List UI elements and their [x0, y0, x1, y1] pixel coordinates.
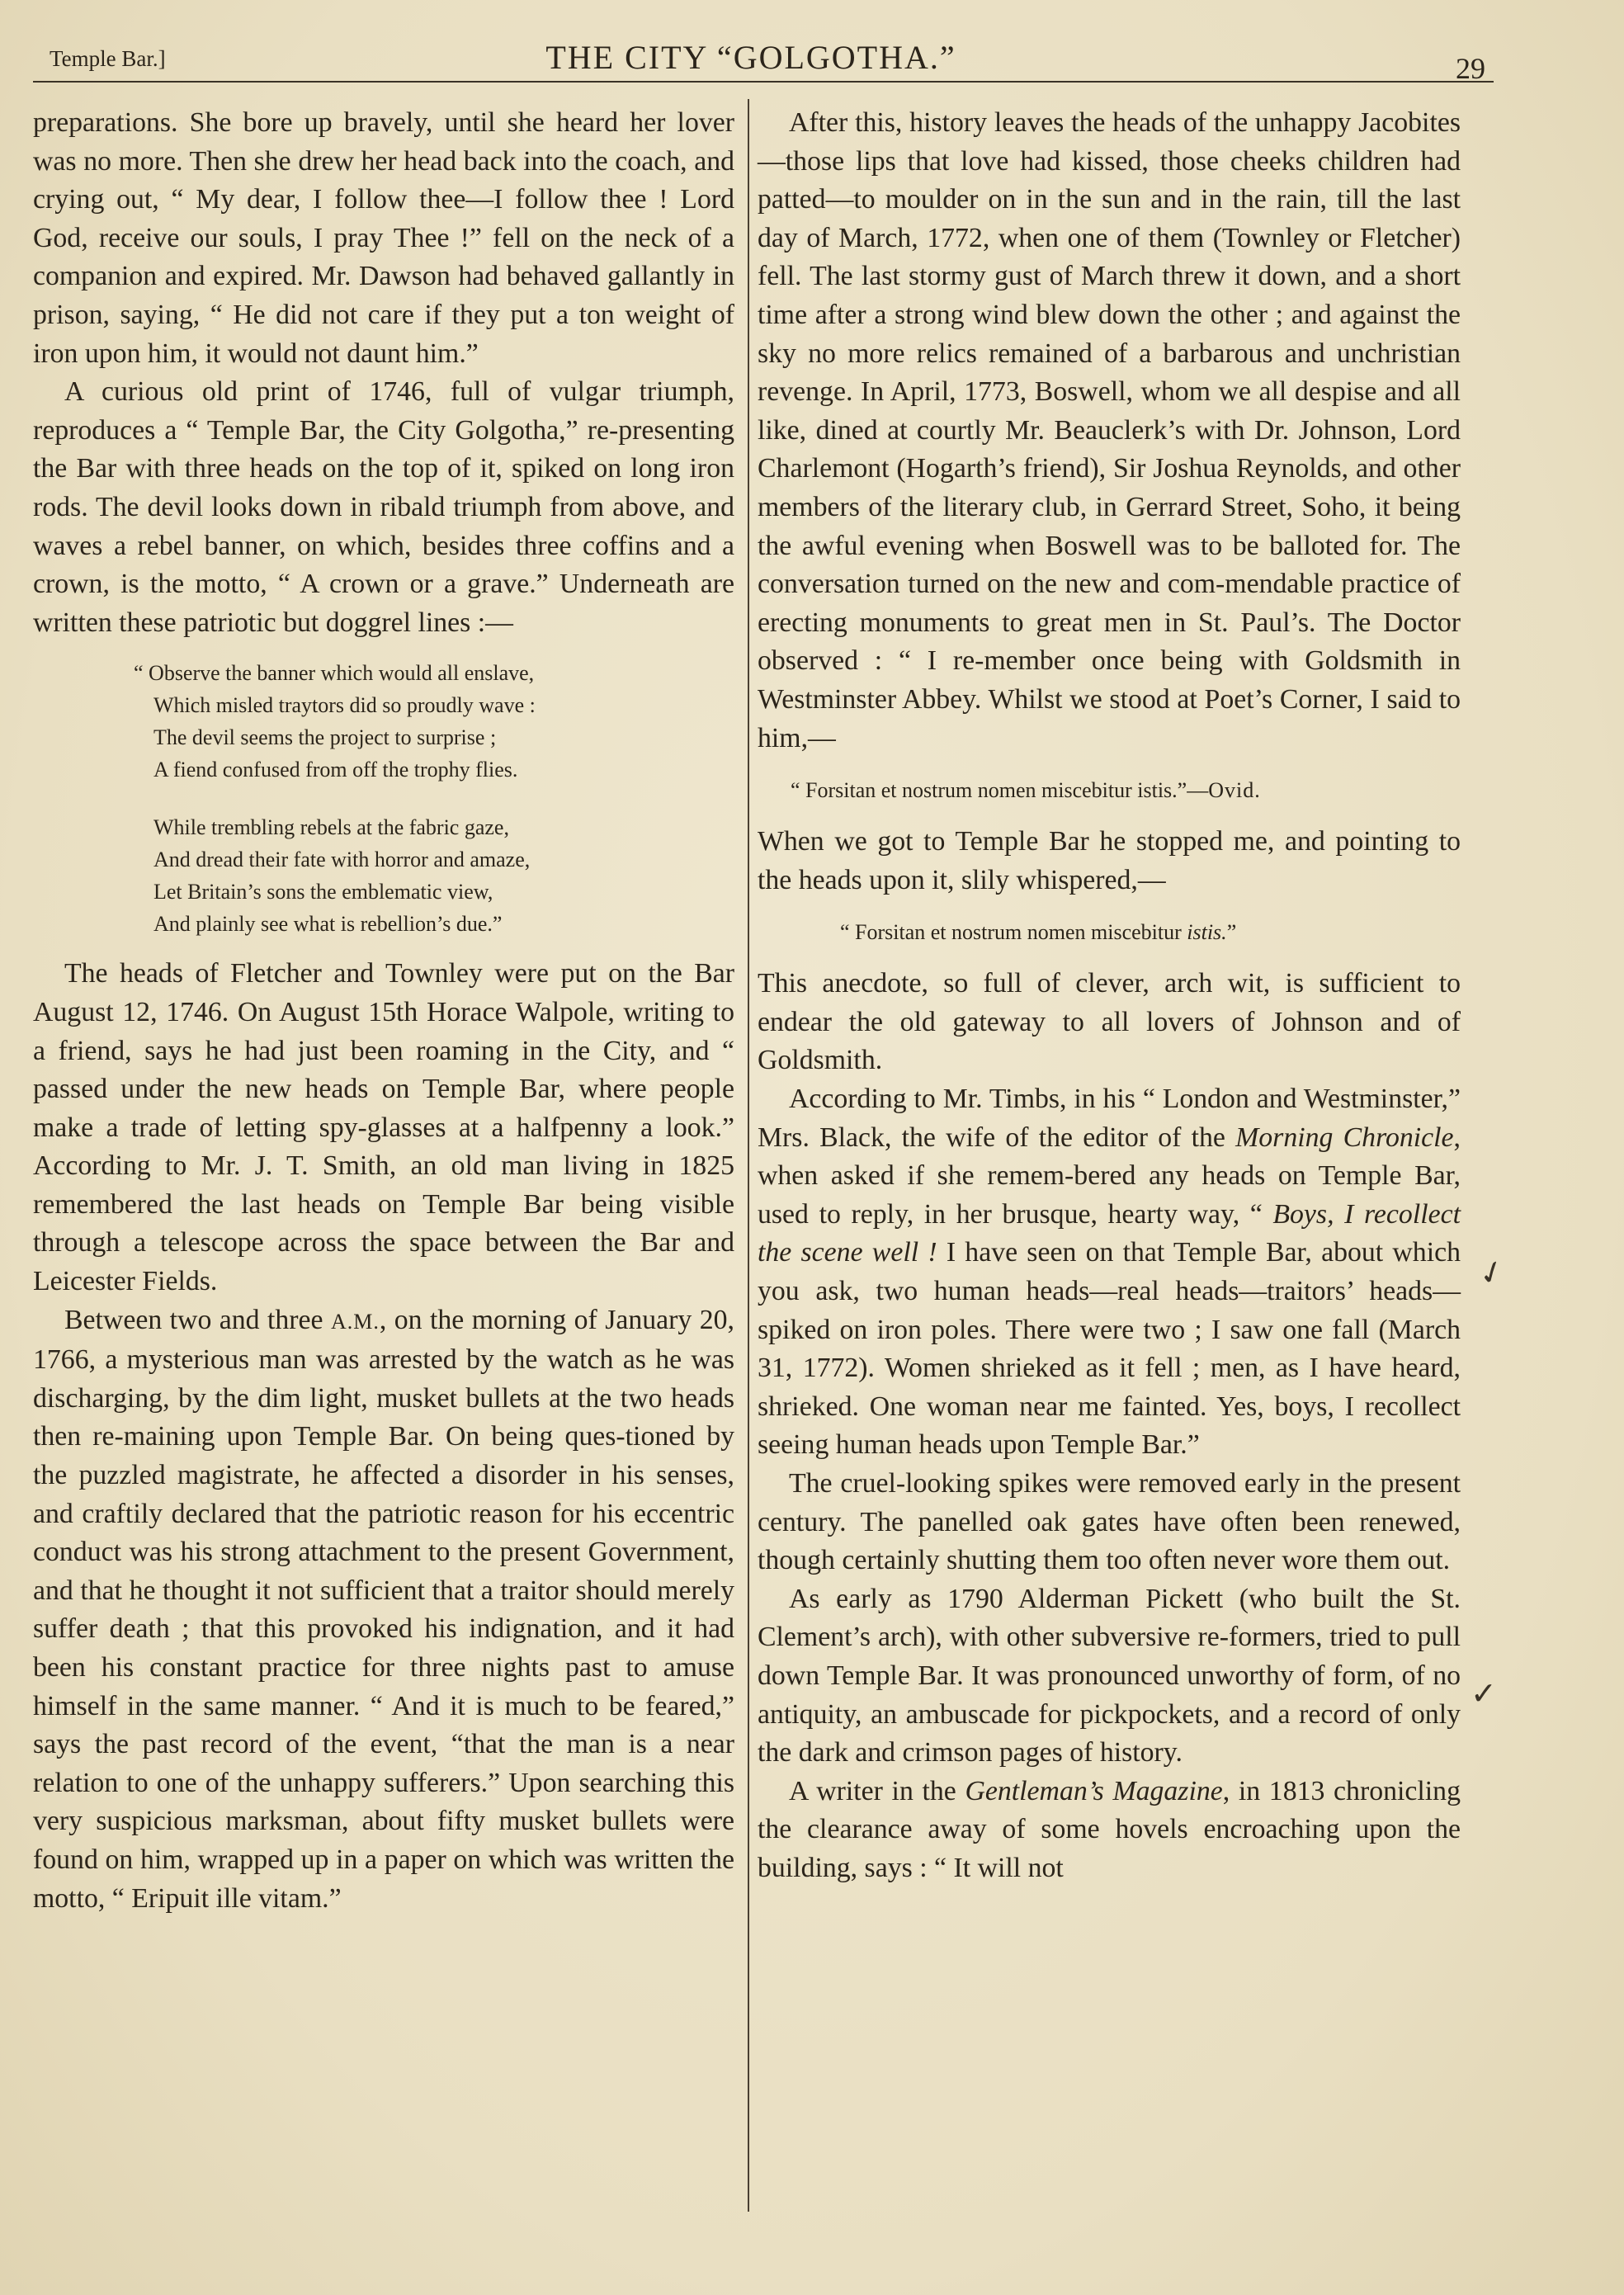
poem-line: The devil seems the project to surprise ;: [153, 725, 497, 750]
paragraph: [758, 1080, 1461, 1465]
small-caps-am: A.M.: [330, 1309, 380, 1334]
header-section: Temple Bar.]: [50, 46, 166, 71]
text-run: I have seen on that Temple Bar, about which you ask, two human heads—real heads—traitors’ heads—spiked on iron poles. There were two ; I saw one fall (March 31, 1772). Women shrieked as it fell ; men, as I have heard, shrieked. One woman near me fainted. Yes, boys, I recollect seeing human heads upon Temple Bar.”: [758, 1237, 1461, 1461]
paragraph: preparations. She bore up bravely, until she heard her lover was no more. Then she drew her head back into the coach, and crying out, “ My dear, I follow thee—I follow thee ! Lord God, receive our souls, I pray Thee !” fell on the neck of a companion and expired. Mr. Dawson had behaved gallantly in prison, saying, “ He did not care if they put a ton weight of iron upon him, it would not daunt him.”: [33, 107, 734, 369]
text-run: Between two and three: [64, 1304, 331, 1335]
quote-italic: istis.: [1187, 920, 1227, 945]
quote-attribution: Ovid.: [1208, 778, 1261, 803]
italic-title: Morning Chronicle: [1235, 1122, 1454, 1153]
left-column: [33, 104, 734, 1918]
paragraph: After this, history leaves the heads of the unhappy Jacobites—those lips that love had kissed, those cheeks children had patted—to moulder on in the sun and in the rain, till the last day of March, 1772, when one of them (Townley or Fletcher) fell. The last stormy gust of March threw it down, and a short time after a strong wind blew down the other ; and against the sky no more relics remained of a barbarous and unchristian revenge. In April, 1773, Boswell, whom we all despise and all like, dined at courtly Mr. Beauclerk’s with Dr. Johnson, Lord Charlemont (Hogarth’s friend), Sir Joshua Reynolds, and other members of the literary club, in Gerrard Street, Soho, it being the awful evening when Boswell was to be balloted for. The conversation turned on the new and com-mendable practice of erecting monuments to great men in St. Paul’s. The Doctor observed : “ I re-member once being with Goldsmith in Westminster Abbey. Whilst we stood at Poet’s Corner, I said to him,—: [758, 107, 1461, 753]
quote-text: “ Forsitan et nostrum nomen miscebitur istis.”—: [791, 778, 1209, 803]
margin-tick-mark: ✓: [1471, 1677, 1497, 1712]
right-column: [758, 104, 1461, 1888]
margin-tick-mark: ✓: [1473, 1252, 1511, 1295]
text-run: According to Mr. Timbs, in his “ London and Westminster,” Mrs. Black, the wife of the editor of the: [758, 1084, 1461, 1153]
page-number: 29: [1456, 52, 1485, 85]
latin-quote: [840, 916, 1461, 948]
poem-line: While trembling rebels at the fabric gaze,: [153, 815, 509, 840]
text-run: , when asked if she remem-bered any heads on Temple Bar, used to reply, in her brusque, hearty way, “: [758, 1122, 1461, 1230]
paragraph: As early as 1790 Alderman Pickett (who built the St. Clement’s arch), with other subversive re-formers, tried to pull down Temple Bar. It was pronounced unworthy of form, of no antiquity, an ambuscade for pickpockets, and a record of only the dark and crimson pages of history.: [758, 1583, 1461, 1768]
column-divider: [748, 99, 749, 2212]
running-header: [33, 33, 1485, 85]
quote-text: “ Forsitan et nostrum nomen miscebitur: [840, 920, 1187, 945]
italic-quote: Boys, I recollect the scene well !: [758, 1198, 1461, 1268]
paragraph: The cruel-looking spikes were removed early in the present century. The panelled oak gates have often been renewed, though certainly shutting them too often never wore them out.: [758, 1468, 1461, 1576]
poem-line: And plainly see what is rebellion’s due.”: [153, 912, 503, 937]
poem-line: Let Britain’s sons the emblematic view,: [153, 880, 493, 904]
text-run: , on the morning of January 20, 1766, a mysterious man was arrested by the watch as he was discharging, by the dim light, musket bullets at the two heads then re-maining upon Temple Bar. On being ques-tioned by the puzzled magistrate, he affected a disorder in his senses, and craftily declared that the patriotic reason for his eccentric conduct was his strong attachment to the present Government, and that he thought it not sufficient that a traitor should merely suffer death ; that this provoked his indignation, and it had been his constant practice for three nights past to amuse himself in the same manner. “ And it is much to be feared,” says the past record of the event, “that the man is a near relation to one of the unhappy sufferers.” Upon searching this very suspicious marksman, about fifty musket bullets were found on him, wrapped up in a paper on which was written the motto, “ Eripuit ille vitam.”: [33, 1304, 735, 1914]
header-title: THE CITY “GOLGOTHA.”: [545, 39, 956, 76]
poem: [134, 657, 734, 940]
text-run: , in 1813 chronicling the clearance away of some hovels encroaching upon the building, says : “ It will not: [758, 1775, 1461, 1883]
paragraph: The heads of Fletcher and Townley were put on the Bar August 12, 1746. On August 15th Horace Walpole, writing to a friend, says he had just been roaming in the City, and “ passed under the new heads on Temple Bar, where people make a trade of letting spy-glasses at a halfpenny a look.” According to Mr. J. T. Smith, an old man living in 1825 remembered the last heads on Temple Bar being visible through a telescope across the space between the Bar and Leicester Fields.: [33, 958, 734, 1297]
header-rule: [33, 81, 1494, 83]
paragraph: This anecdote, so full of clever, arch wit, is sufficient to endear the old gateway to all lovers of Johnson and of Goldsmith.: [758, 968, 1461, 1076]
latin-quote: [791, 774, 1461, 806]
paragraph: [33, 1301, 734, 1919]
poem-line: A fiend confused from off the trophy flies.: [153, 758, 518, 782]
poem-line: “ Observe the banner which would all enslave,: [134, 661, 535, 686]
paragraph: When we got to Temple Bar he stopped me, and pointing to the heads upon it, slily whispered,—: [758, 826, 1461, 895]
quote-text: ”: [1226, 920, 1237, 945]
poem-line: And dread their fate with horror and amaze,: [153, 848, 531, 872]
paragraph: [758, 1773, 1461, 1888]
paragraph: A curious old print of 1746, full of vulgar triumph, reproduces a “ Temple Bar, the City Golgotha,” re-presenting the Bar with three heads on the top of it, spiked on long iron rods. The devil looks down in ribald triumph from above, and waves a rebel banner, on which, besides three coffins and a crown, is the motto, “ A crown or a grave.” Underneath are written these patriotic but doggrel lines :—: [33, 376, 734, 638]
italic-title: Gentleman’s Magazine: [965, 1775, 1223, 1806]
text-run: A writer in the: [789, 1775, 965, 1806]
poem-line: Which misled traytors did so proudly wave :: [153, 693, 536, 718]
